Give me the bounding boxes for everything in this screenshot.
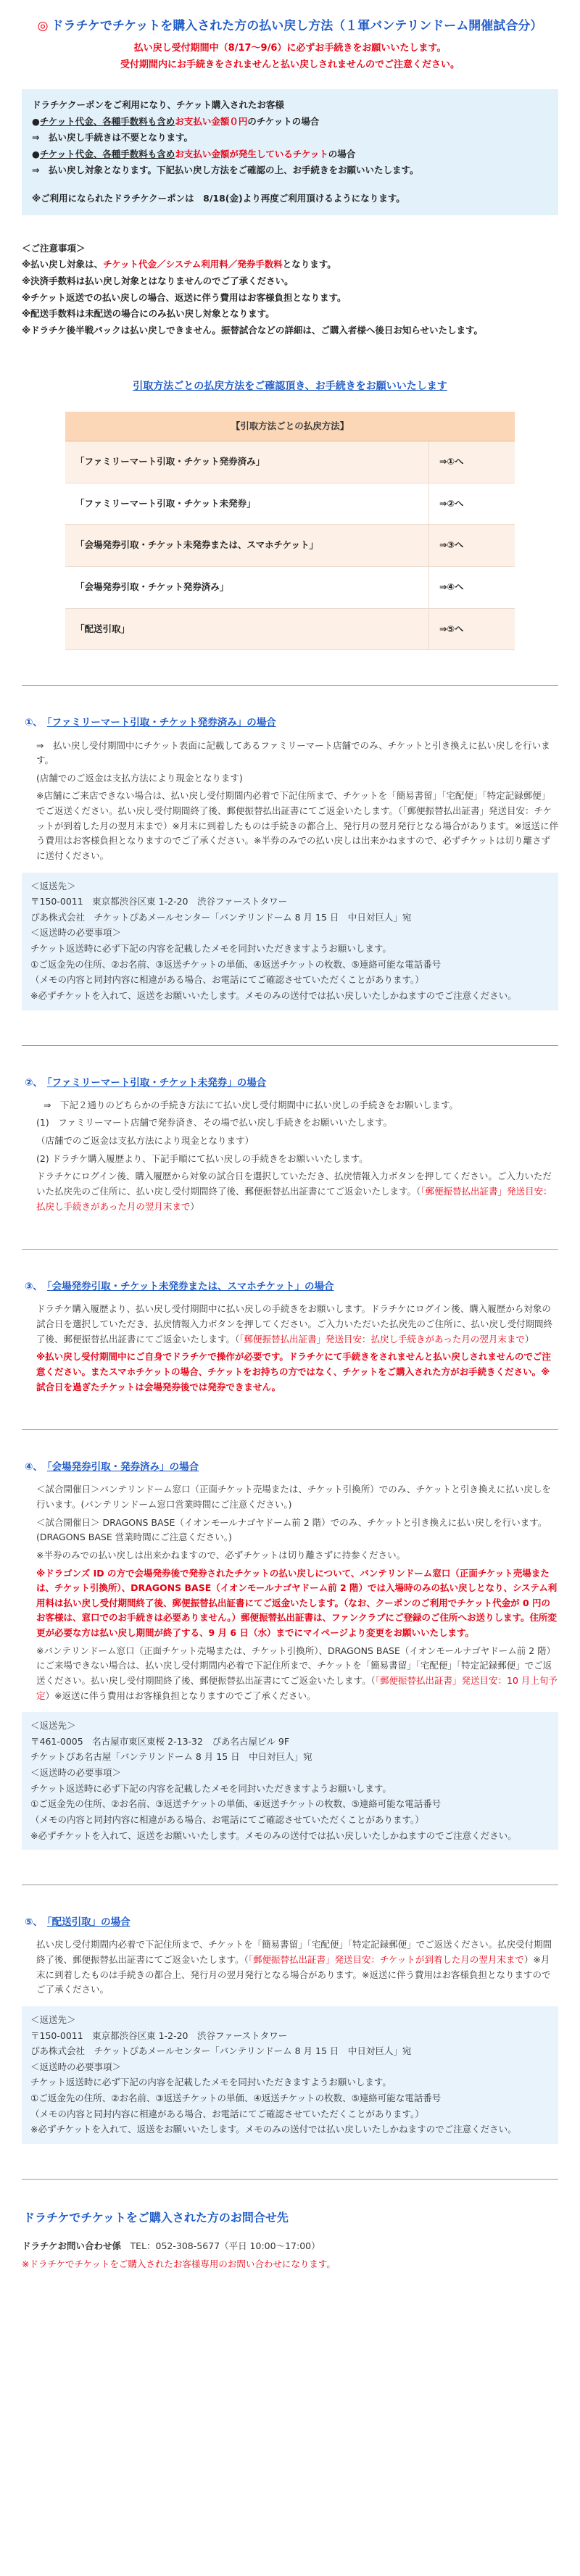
section-1: [22, 715, 558, 1010]
paragraph: ※店舗にご来店できない場合は、払い戻し受付期間内必着で下記住所まで、チケットを「簡易書留」「宅配便」「特定記録郵便」でご返送ください。払い戻し受付期間終了後、郵便振替払出証書にてご返金いたします。（「郵便振替払出証書」発送目安：チケットが到着した月の翌月末まで）※月末に到着したものは手続きの都合上、発行月の翌月発行となる場合があります。※返送に伴う費用はお客様負担となりますのでご了承ください。※半券のみでの払い戻しは出来かねますので、必ずチケットは切り離さずに送付ください。: [36, 790, 558, 861]
addr-line: ※必ずチケットを入れて、返送をお願いいたします。メモのみの送付では払い戻しいたしかねますのでご注意ください。: [30, 1829, 517, 1841]
method-table: [65, 412, 515, 651]
note-item: ※配送手数料は未配送の場合にのみ払い戻し対象となります。: [22, 308, 275, 320]
addr-line: チケット返送時に必ず下記の内容を記載したメモを同封いただきますようお願いします。: [30, 1782, 392, 1794]
addr-heading: ＜返送時の必要事項＞: [30, 927, 122, 939]
method-arrow: ⇒⑤へ: [429, 608, 515, 650]
return-address-box: [22, 2006, 558, 2144]
divider: [22, 1045, 558, 1046]
contact-line: ドラチケお問い合わせ係 TEL：052-308-5677（平日 10:00～17:00）: [22, 2240, 320, 2252]
addr-line: チケットぴあ名古屋「バンテリンドーム 8 月 15 日 中日対巨人」宛: [30, 1751, 312, 1763]
note-item: ※チケット返送での払い戻しの場合、返送に伴う費用はお客様負担となります。: [22, 291, 347, 303]
section-2: [22, 1075, 558, 1215]
addr-line: ※必ずチケットを入れて、返送をお願いいたします。メモのみの送付では払い戻しいたしかねますのでご注意ください。: [30, 2124, 517, 2135]
divider: [22, 1429, 558, 1430]
paragraph: ＜試合開催日＞バンテリンドーム窓口（正面チケット売場または、チケット引換所）でのみ、チケットと引き換えに払い戻しを行います。(バンテリンドーム窓口営業時間にご注意ください。): [36, 1484, 551, 1511]
coupon-line: ※ご利用になられたドラチケクーポンは 8/18(金)より再度ご利用頂けるようになります。: [32, 193, 405, 204]
section-heading: ⑤、 「配送引取」の場合: [25, 1916, 130, 1929]
paragraph: ドラチケにログイン後、購入履歴から対象の試合日を選択していただき、払戻情報入力ボタンを押してください。ご入力いただいた払戻先のご住所に、払い戻し受付期間終了後、郵便振替払出証書にてご返金いたします。（「郵便振替払出証書」発送目安：払戻し手続きがあった月の翌月末まで）: [36, 1171, 552, 1212]
addr-line: ぴあ株式会社 チケットぴあメールセンター「バンテリンドーム 8 月 15 日 中日対巨人」宛: [30, 911, 412, 923]
section-5: [22, 1914, 558, 2144]
divider: [22, 685, 558, 686]
table-row[interactable]: [65, 567, 515, 609]
addr-line: ①ご返金先の住所、②お名前、③返送チケットの単価、④返送チケットの枚数、⑤連絡可能な電話番号: [30, 1798, 442, 1810]
addr-line: （メモの内容と同封内容に相違がある場合、お電話にてご確認させていただくことがあります。）: [30, 974, 424, 986]
paragraph: (1) ファミリーマート店舗で発券済き、その場で払い戻し手続きをお願いいたします。: [36, 1117, 392, 1129]
section-heading: ④、 「会場発券引取・発券済み」の場合: [25, 1461, 199, 1474]
addr-heading: ＜返送時の必要事項＞: [30, 1767, 122, 1779]
section-heading: ①、 「ファミリーマート引取・チケット発券済み」の場合: [25, 717, 276, 729]
coupon-line: ドラチケクーポンをご利用になり、チケット購入されたお客様: [32, 99, 284, 110]
section-heading: ③、 「会場発券引取・チケット未発券または、スマホチケット」の場合: [25, 1281, 334, 1293]
section-3: [22, 1279, 558, 1395]
addr-line: チケット返送時に必ず下記の内容を記載したメモを同封いただきますようお願いします。: [30, 943, 392, 955]
addr-line: ※必ずチケットを入れて、返送をお願いいたします。メモのみの送付では払い戻しいたしかねますのでご注意ください。: [30, 989, 517, 1001]
addr-line: ①ご返金先の住所、②お名前、③返送チケットの単価、④返送チケットの枚数、⑤連絡可能な電話番号: [30, 958, 442, 970]
addr-line: 〒461-0005 名古屋市東区東桜 2-13-32 ぴあ名古屋ビル 9F: [30, 1735, 290, 1747]
addr-line: （メモの内容と同封内容に相違がある場合、お電話にてご確認させていただくことがあります。）: [30, 1813, 424, 1825]
addr-line: 〒150-0011 東京都渋谷区東 1-2-20 渋谷ファーストタワー: [30, 896, 288, 907]
return-address-box: [22, 873, 558, 1010]
addr-line: （メモの内容と同封内容に相違がある場合、お電話にてご確認させていただくことがあります。）: [30, 2108, 424, 2119]
refund-page: [22, 0, 558, 2290]
contact-title: ドラチケでチケットをご購入された方のお問合せ先: [23, 2210, 289, 2224]
table-row[interactable]: [65, 441, 515, 483]
method-arrow: ⇒④へ: [429, 567, 515, 609]
addr-heading: ＜返送先＞: [30, 880, 76, 892]
paragraph: (2) ドラチケ購入履歴より、下記手順にて払い戻しの手続きをお願いいたします。: [36, 1152, 368, 1164]
addr-line: ①ご返金先の住所、②お名前、③返送チケットの単価、④返送チケットの枚数、⑤連絡可能な電話番号: [30, 2093, 442, 2104]
method-label: 「ファミリーマート引取・チケット未発券」: [65, 483, 429, 525]
contact-section: [22, 2209, 558, 2272]
period-notice: 払い戻し受付期間中（8/17～9/6）に必ずお手続きをお願いいたします。: [133, 43, 447, 54]
method-table-header: 【引取方法ごとの払戻方法】: [65, 412, 515, 441]
addr-line: 〒150-0011 東京都渋谷区東 1-2-20 渋谷ファーストタワー: [30, 2029, 288, 2041]
paragraph: ＜試合開催日＞ DRAGONS BASE（イオンモールナゴヤドーム前 2 階）でのみ、チケットと引き換えに払い戻しを行います。(DRAGONS BASE 営業時間にご注意ください。): [36, 1516, 547, 1543]
note-item: ※決済手数料は払い戻し対象とはなりませんのでご了承ください。: [22, 275, 294, 286]
notes-block: [22, 241, 558, 338]
notes-heading: ＜ご注意事項＞: [22, 242, 86, 254]
method-arrow: ⇒②へ: [429, 483, 515, 525]
addr-line: ぴあ株式会社 チケットぴあメールセンター「バンテリンドーム 8 月 15 日 中日対巨人」宛: [30, 2045, 412, 2057]
note-item: ※払い戻し対象は、チケット代金／システム利用料／発券手数料となります。: [22, 259, 336, 270]
table-row[interactable]: [65, 608, 515, 650]
paragraph: （店舗でのご返金は支払方法により現金となります）: [36, 1135, 254, 1147]
paragraph: 払い戻し受付期間内必着で下記住所まで、チケットを「簡易書留」「宅配便」「特定記録郵便」でご返送ください。払戻受付期間終了後、郵便振替払出証書にてご返金いたします。（「郵便振替払出証書」発送目安：チケットが到着した月の翌月末まで）※月末に到着したものは手続きの都合上、発行月の翌月発行となる場合があります。※返送に伴う費用はお客様負担となりますのでご了承ください。: [36, 1939, 552, 1995]
paragraph: ⇒ 下記２通りのどちらかの手続き方法にて払い戻し受付期間中に払い戻しの手続きをお願いします。: [44, 1099, 458, 1110]
table-row[interactable]: [65, 483, 515, 525]
method-label: 「会場発券引取・チケット未発券または、スマホチケット」: [65, 525, 429, 567]
coupon-line: ⇒ 払い戻し対象となります。下記払い戻し方法をご確認の上、お手続きをお願いいたします。: [32, 165, 419, 176]
addr-heading: ＜返送先＞: [30, 2014, 76, 2025]
coupon-line: ⇒ 払い戻し手続きは不要となります。: [32, 132, 193, 144]
addr-line: チケット返送時に必ず下記の内容を記載したメモを同封いただきますようお願いします。: [30, 2077, 392, 2088]
paragraph: ⇒ 払い戻し受付期間中にチケット表面に記載してあるファミリーマート店舗でのみ、チケットと引き換えに払い戻しを行います。: [36, 739, 550, 766]
table-row[interactable]: [65, 525, 515, 567]
coupon-line: ●チケット代金、各種手数料も含めお支払い金額０円のチケットの場合: [32, 115, 320, 127]
warning-paragraph: ※ドラゴンズ ID の方で会場発券後で発券されたチケットの払い戻しについて、バンテリンドーム窓口（正面チケット売場または、チケット引換所）、DRAGONS BASE（イオンモールナゴヤドーム前 2 階）では入場時のみの払い戻しとなり、システム利用料は払い戻し受付期間終了後、郵便振替払出証書にてご返金いたします。（なお、クーポンのご利用でチケット代金が 0 円のお客様は、窓口でのお手続きは必要ありません。）郵便振替払出証書は、ファンクラブにご登録のご住所へお送りします。住所変更が必要な方は払い戻し期間が終了する、9 月 6 日（水）までにマイページより変更をお願いいたします。: [36, 1567, 558, 1639]
section-4: [22, 1459, 558, 1850]
method-label: 「配送引取」: [65, 608, 429, 650]
addr-heading: ＜返送先＞: [30, 1720, 76, 1732]
warning-paragraph: ※払い戻し受付期間中にご自身でドラチケで操作が必要です。ドラチケにて手続きをされませんと払い戻しされませんのでご注意ください。またスマホチケットの場合、チケットをお持ちの方ではなく、チケットをご購入された方がお手続きください。※試合日を過ぎたチケットは会場発券後では発券できません。: [36, 1351, 551, 1392]
section-heading: ②、 「ファミリーマート引取・チケット未発券」の場合: [25, 1076, 267, 1089]
contact-note: ※ドラチケでチケットをご購入されたお客様専用のお問い合わせになります。: [22, 2258, 336, 2269]
paragraph: ※バンテリンドーム窓口（正面チケット売場または、チケット引換所）、DRAGONS BASE（イオンモールナゴヤドーム前 2 階）にご来場できない場合は、払い戻し受付期間内必着で下記住所まで、チケットを「簡易書留」「宅配便」「特定記録郵便」でご返送ください。払い戻し受付期間終了後、郵便振替払出証書にてご返金いたします。（「郵便振替払出証書」発送目安：10 月上旬予定）※返送に伴う費用はお客様負担となりますのでご了承ください。: [36, 1645, 558, 1701]
divider: [22, 2179, 558, 2180]
method-section-title: 引取方法ごとの払戻方法をご確認頂き、お手続きをお願いいたします: [133, 381, 447, 393]
method-arrow: ⇒①へ: [429, 441, 515, 483]
divider: [22, 1249, 558, 1250]
circle-mark-icon: ◎: [37, 19, 49, 33]
return-address-box: [22, 1712, 558, 1850]
coupon-info-box: [22, 89, 558, 215]
paragraph: ※半券のみでの払い戻しは出来かねますので、必ずチケットは切り離さずに持参ください。: [36, 1549, 406, 1561]
addr-heading: ＜返送時の必要事項＞: [30, 2061, 122, 2072]
page-title: ◎ ドラチケでチケットを購入された方の払い戻し方法（１軍バンテリンドーム開催試合分）: [37, 19, 543, 33]
deadline-warning: 受付期間内にお手続きをされませんと払い戻しされませんのでご注意ください。: [120, 59, 460, 71]
method-label: 「会場発券引取・チケット発券済み」: [65, 567, 429, 609]
coupon-line: ●チケット代金、各種手数料も含めお支払い金額が発生しているチケットの場合: [32, 148, 356, 159]
method-arrow: ⇒③へ: [429, 525, 515, 567]
method-label: 「ファミリーマート引取・チケット発券済み」: [65, 441, 429, 483]
note-item: ※ドラチケ後半戦パックは払い戻しできません。振替試合などの詳細は、ご購入者様へ後日お知らせいたします。: [22, 324, 484, 336]
paragraph: (店舗でのご返金は支払方法により現金となります): [36, 772, 243, 784]
paragraph: ドラチケ購入履歴より、払い戻し受付期間中に払い戻しの手続きをお願いします。ドラチケにログイン後、購入履歴から対象の試合日を選択していただき、払戻情報入力ボタンを押してください。ご入力いただいた払戻先のご住所に、払い戻し受付期間終了後、郵便振替払出証書にてご返金いたします。（「郵便振替払出証書」発送目安：払戻し手続きがあった月の翌月末まで）: [36, 1303, 553, 1345]
